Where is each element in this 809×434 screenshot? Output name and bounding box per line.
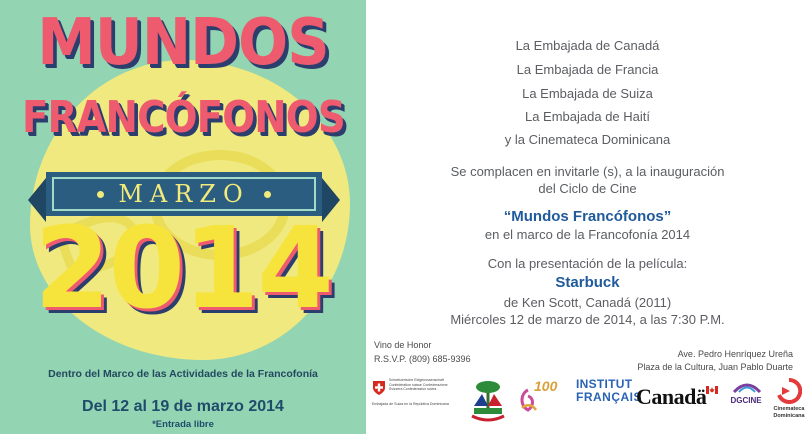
wine-note: Vino de Honor — [374, 340, 432, 350]
ribbon-month: MARZO — [118, 180, 250, 208]
host-france: La Embajada de Francia — [516, 62, 659, 77]
presentation-line: Con la presentación de la película: — [487, 256, 688, 271]
francophonie-logo — [516, 378, 568, 424]
francais-label: FRANÇAIS — [576, 390, 642, 404]
host-canada: La Embajada de Canadá — [515, 38, 660, 53]
swiss-embassy-label: Embajada de Suiza en la República Dominicana — [372, 402, 449, 406]
swiss-logo — [372, 378, 460, 428]
invite-line-1: Se complacen en invitarle (s), a la inauguración — [450, 164, 725, 179]
poster-dates: Del 12 al 19 de marzo 2014 — [82, 398, 284, 415]
swiss-shield-icon — [372, 380, 386, 396]
dgcine-wave-icon — [732, 380, 762, 394]
francophonie-100: 100 — [534, 378, 558, 394]
haiti-coat-of-arms — [468, 378, 508, 424]
poster-entry-note: *Entrada libre — [152, 419, 214, 430]
series-title: “Mundos Francófonos” — [503, 208, 672, 225]
canada-label: Canadä — [636, 384, 707, 409]
cinemateca-emblem-icon — [776, 378, 802, 404]
poster-title-mundos: MUNDOS — [37, 6, 329, 80]
dgcine-label: DGCINE — [730, 396, 762, 405]
address-line-1: Ave. Pedro Henríquez Ureña — [677, 349, 793, 359]
screening-time: Miércoles 12 de marzo de 2014, a las 7:30 P.M. — [450, 312, 725, 327]
poster-subtitle: Dentro del Marco de las Actividades de la Francofonía — [48, 368, 318, 380]
swiss-text: Schweizerische Eidgenossenschaft Confédération suisse Confederazione Svizzera Confederaziun svizra — [389, 378, 448, 391]
host-haiti: La Embajada de Haití — [524, 109, 651, 124]
canada-flag-icon — [706, 386, 718, 394]
poster — [0, 0, 366, 434]
dgcine-logo — [726, 380, 766, 420]
host-cinemateca: y la Cinemateca Dominicana — [504, 132, 671, 147]
address-line-2: Plaza de la Cultura, Juan Pablo Duarte — [637, 362, 793, 372]
cinemateca-logo — [770, 378, 808, 428]
haiti-emblem-icon — [468, 378, 508, 424]
rsvp-line: R.S.V.P. (809) 685-9396 — [374, 354, 471, 364]
ribbon-dot-right — [264, 191, 271, 198]
poster-title-francofonos: FRANCÓFONOS — [21, 92, 345, 143]
invitation-panel — [366, 0, 809, 434]
invite-line-2: del Ciclo de Cine — [538, 181, 637, 196]
film-title: Starbuck — [555, 274, 620, 291]
poster-year: 2014 — [34, 204, 332, 334]
series-context: en el marco de la Francofonía 2014 — [484, 227, 691, 242]
ribbon-dot-left — [97, 191, 104, 198]
canada-wordmark — [636, 384, 722, 414]
film-credit: de Ken Scott, Canadá (2011) — [503, 295, 672, 310]
institut-label: INSTITUT — [576, 377, 633, 391]
institut-francais-logo — [576, 377, 642, 418]
host-switzerland: La Embajada de Suiza — [522, 86, 653, 101]
cinemateca-label: Cinemateca Dominicana — [773, 406, 805, 419]
